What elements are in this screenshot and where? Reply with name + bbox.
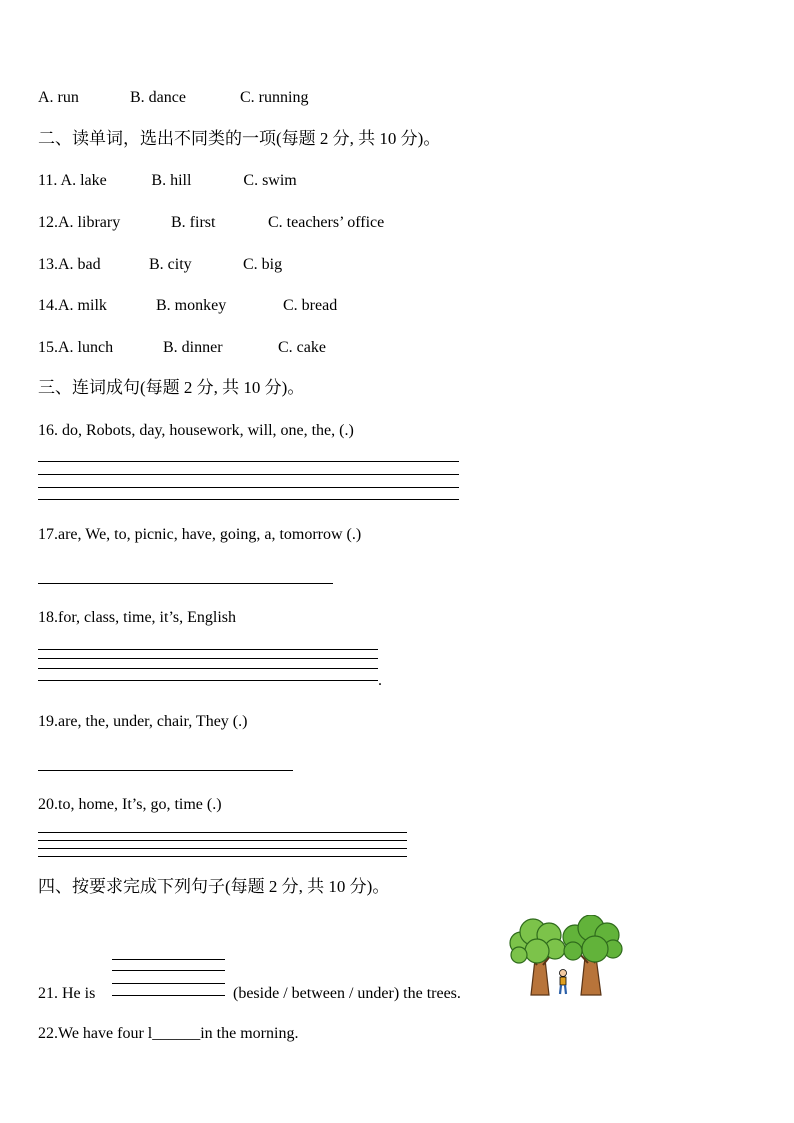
option-b: B. dance [130, 89, 186, 106]
answer-line[interactable] [38, 832, 407, 833]
question-number: 15 [38, 339, 54, 356]
option-b: B. dinner [163, 339, 223, 356]
question-17 [38, 525, 361, 545]
question-15 [38, 338, 326, 358]
question-text: .for, class, time, it’s, English [54, 609, 237, 626]
question-20 [38, 795, 222, 815]
end-period: . [378, 672, 382, 689]
option-b: B. first [171, 214, 216, 231]
question-19 [38, 712, 247, 732]
question-prefix: .We have four l [54, 1025, 153, 1042]
question-number: 19 [38, 713, 54, 730]
option-b: B. monkey [156, 297, 227, 314]
answer-line [112, 959, 225, 960]
question-number: 21 [38, 985, 54, 1002]
question-21 [38, 984, 95, 1004]
question-prefix: . He is [54, 985, 96, 1002]
option-c: C. bread [283, 297, 338, 314]
question-text: .to, home, It’s, go, time (.) [54, 796, 222, 813]
section-3-title: 三、连词成句(每题 2 分, 共 10 分)。 [38, 378, 305, 397]
question-11 [38, 171, 297, 191]
option-a: .A. lunch [54, 339, 114, 356]
question-number: 11 [38, 172, 54, 189]
answer-line [38, 680, 378, 681]
question-number: 16 [38, 422, 54, 439]
option-c: C. big [243, 256, 283, 273]
section-4-title: 四、按要求完成下列句子(每题 2 分, 共 10 分)。 [38, 877, 390, 896]
answer-line[interactable] [38, 770, 293, 771]
question-text: .are, We, to, picnic, have, going, a, tomorrow (.) [54, 526, 362, 543]
section-2-title: 二、读单词，选出不同类的一项(每题 2 分, 共 10 分)。 [38, 129, 441, 148]
option-a: .A. library [54, 214, 121, 231]
question-18 [38, 608, 236, 628]
option-b: B. hill [151, 172, 192, 189]
option-a: .A. bad [54, 256, 101, 273]
answer-line [112, 983, 225, 984]
question-number: 17 [38, 526, 54, 543]
answer-line [38, 668, 378, 669]
question-text: . do, Robots, day, housework, will, one, the, (.) [54, 422, 354, 439]
option-c: C. swim [243, 172, 297, 189]
answer-line[interactable] [38, 461, 459, 462]
option-c: C. running [240, 89, 309, 106]
question-number: 14 [38, 297, 54, 314]
answer-line [38, 658, 378, 659]
answer-line [38, 848, 407, 849]
answer-line [38, 487, 459, 488]
question-16 [38, 421, 354, 441]
option-a: .A. milk [54, 297, 107, 314]
option-b: B. city [149, 256, 192, 273]
question-22 [38, 1024, 298, 1044]
question-12 [38, 213, 384, 233]
answer-line [112, 970, 225, 971]
question-number: 13 [38, 256, 54, 273]
trees-illustration [505, 915, 623, 997]
question-number: 20 [38, 796, 54, 813]
answer-line [38, 840, 407, 841]
question-text: .are, the, under, chair, They (.) [54, 713, 248, 730]
question-13 [38, 255, 282, 275]
option-c: C. cake [278, 339, 326, 356]
option-a: A. run [38, 89, 79, 106]
answer-line[interactable] [38, 649, 378, 650]
option-a: . A. lake [53, 172, 107, 189]
answer-line [38, 474, 459, 475]
question-suffix: in the morning. [200, 1025, 299, 1042]
question-number: 12 [38, 214, 54, 231]
question-14 [38, 296, 337, 316]
question-21-choices: (beside / between / under) the trees. [233, 985, 461, 1002]
q10-options [38, 88, 308, 108]
option-c: C. teachers’ office [268, 214, 385, 231]
answer-line [38, 499, 459, 500]
question-number: 22 [38, 1025, 54, 1042]
answer-line[interactable] [38, 583, 333, 584]
answer-line [38, 856, 407, 857]
answer-blank[interactable]: ______ [152, 1025, 201, 1042]
answer-blank[interactable] [112, 995, 225, 996]
question-number: 18 [38, 609, 54, 626]
